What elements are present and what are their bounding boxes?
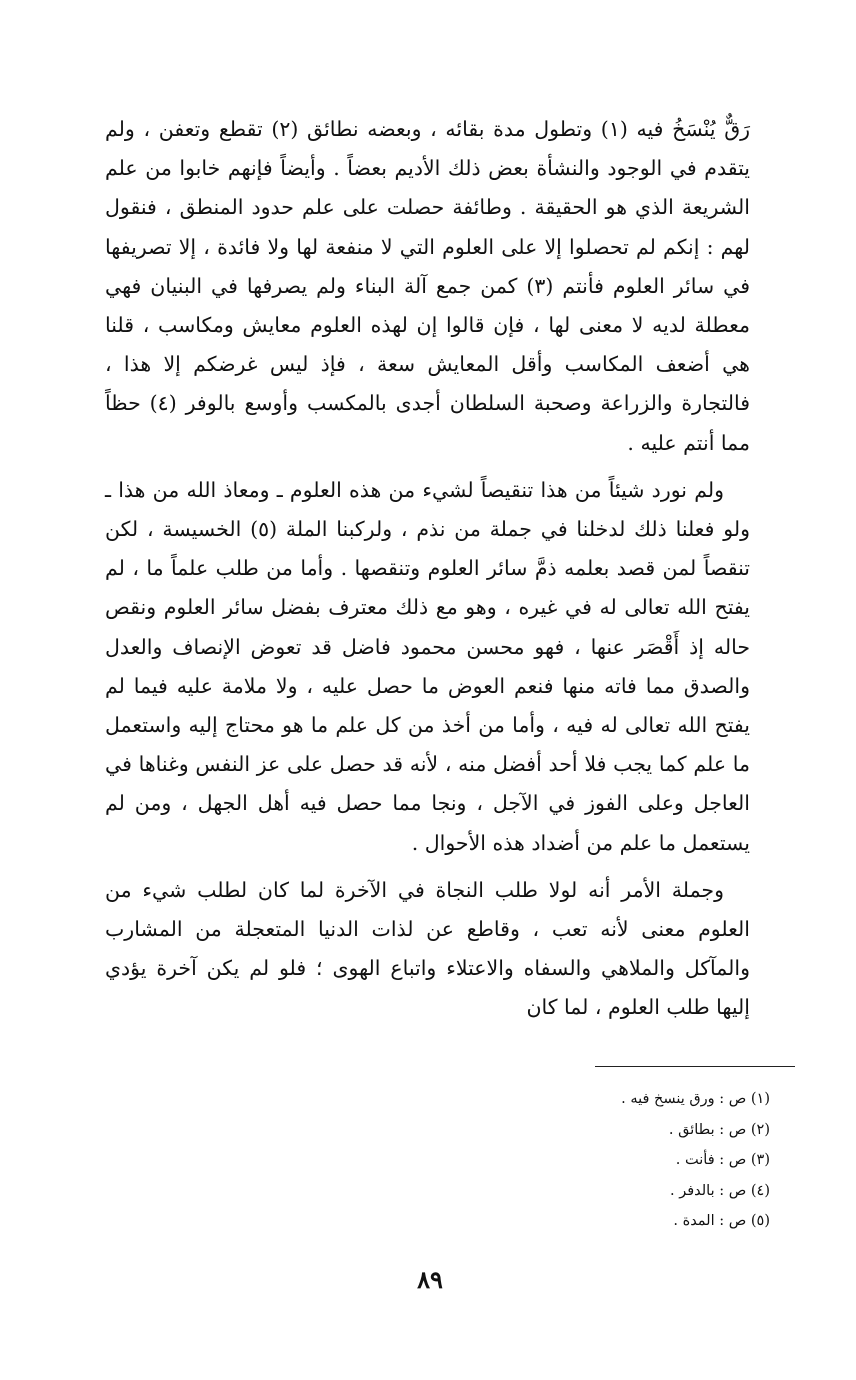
paragraph-1: رَقٌّ يُنْسَخُ فيه (١) وتطول مدة بقائه ، وبعضه نطائق (٢) تقطع وتعفن ، ولم يتقدم في الوجود والنشأة بعض ذلك الأديم بعضاً . وأيضاً فإنهم خابوا من علم الشريعة الذي هو الحقيقة . وطائفة حصلت على علم حدود المنطق ، فنقول لهم : إنكم لم تحصلوا إلا على العلوم التي لا منفعة لها ولا فائدة ، إلا تصريفها في سائر العلوم فأنتم (٣) كمن جمع آلة البناء ولم يصرفها في البنيان فهي معطلة لديه لا معنى لها ، فإن قالوا إن لهذه العلوم معايش ومكاسب ، قلنا هي أضعف المكاسب وأقل المعايش سعة ، فإذ ليس غرضكم إلا هذا ، فالتجارة والزراعة وصحبة السلطان أجدى بالمكسب وأوسع بالوفر (٤) حظاً مما أنتم عليه . bbox=[105, 117, 750, 455]
paragraph-3: وجملة الأمر أنه لولا طلب النجاة في الآخرة لما كان لطلب شيء من العلوم معنى لأنه تعب ، وقاطع عن لذات الدنيا المتعجلة من المشارب والمآكل والملاهي والسفاه والاعتلاء واتباع الهوى ؛ فلو لم يكن آخرة يؤدي إليها طلب العلوم ، لما كان bbox=[105, 877, 750, 1020]
footnote-4: (٤) ص : بالدفر . bbox=[669, 1182, 770, 1199]
page-number: ٨٩ bbox=[417, 1265, 443, 1294]
footnote-divider bbox=[595, 1066, 795, 1067]
footnotes bbox=[560, 1084, 770, 1237]
footnote-5: (٥) ص : المدة . bbox=[673, 1213, 770, 1229]
main-text bbox=[105, 110, 750, 1028]
paragraph-2: ولم نورد شيئاً من هذا تنقيصاً لشيء من هذه العلوم ـ ومعاذ الله من هذا ـ ولو فعلنا ذلك لدخلنا في جملة من نذم ، ولركبنا الملة (٥) الخسيسة ، لكن تنقصاً لمن قصد بعلمه ذمَّ سائر العلوم وتنقصها . وأما من طلب علماً ما ، لم يفتح الله تعالى له في غيره ، وهو مع ذلك معترف بفضل سائر العلوم ونقص حاله إذ أَقْصَر عنها ، فهو محسن محمود فاضل قد تعوض الإنصاف والعدل والصدق مما فاته منها فنعم العوض ما حصل عليه ، ولا ملامة عليه فيما لم يفتح الله تعالى له فيه ، وأما من أخذ من كل علم ما هو محتاج إليه واستعمل ما علم كما يجب فلا أحد أفضل منه ، لأنه قد حصل على عز النفس وغناها في العاجل وعلى الفوز في الآجل ، ونجا مما حصل فيه أهل الجهل ، ومن لم يستعمل ما علم من أضداد هذه الأحوال . bbox=[105, 477, 751, 855]
footnote-1: (١) ص : ورق ينسخ فيه . bbox=[621, 1091, 770, 1107]
footnote-3: (٣) ص : فأنت . bbox=[675, 1152, 770, 1168]
footnote-2: (٢) ص : بطائق . bbox=[668, 1121, 770, 1138]
